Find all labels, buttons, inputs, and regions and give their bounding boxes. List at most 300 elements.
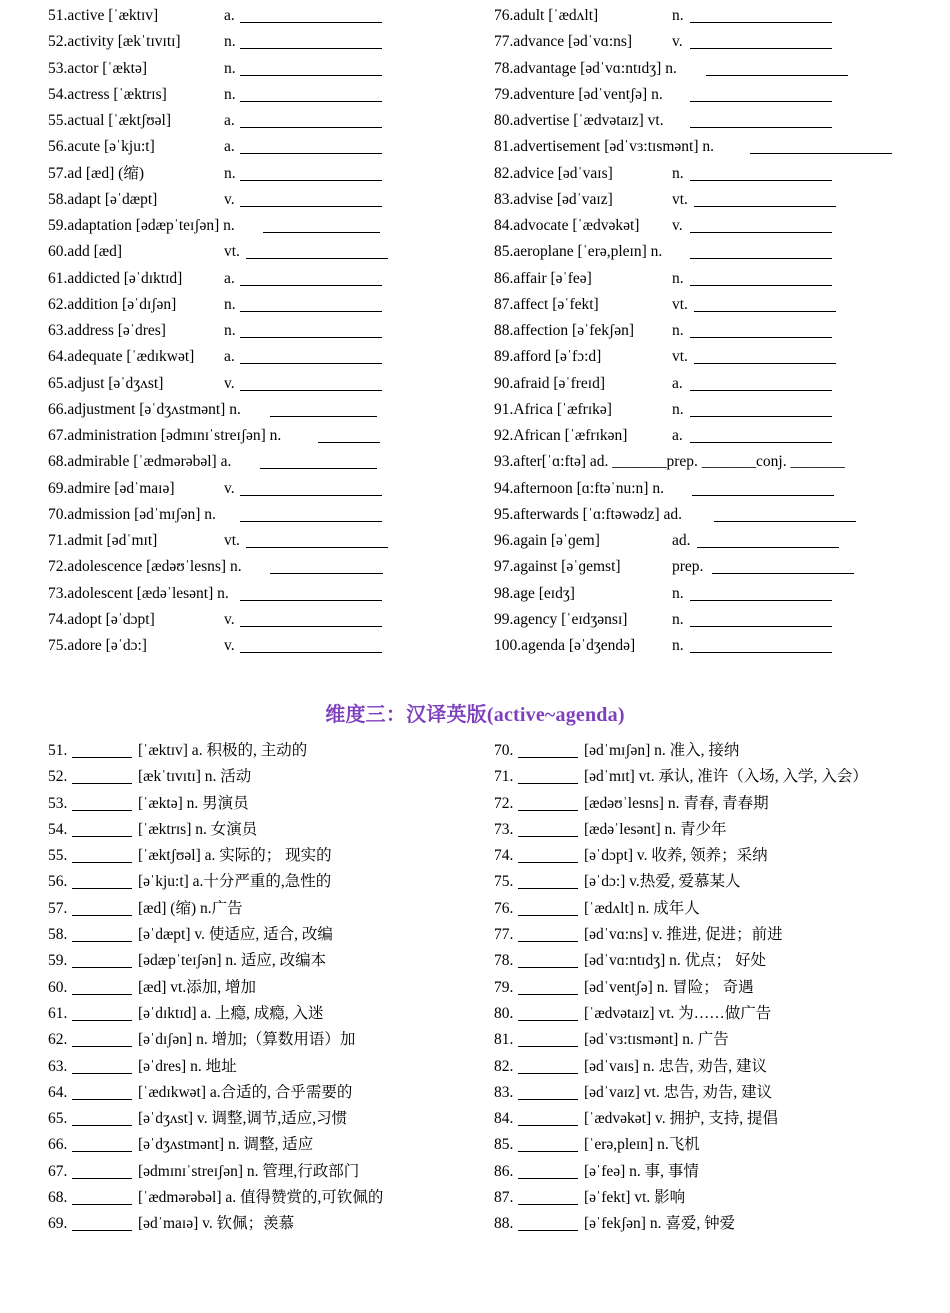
vocab-row xyxy=(494,239,934,265)
vocab-row xyxy=(494,449,934,475)
answer-blank[interactable] xyxy=(240,101,382,102)
answer-blank[interactable] xyxy=(72,794,132,811)
answer-blank[interactable] xyxy=(72,846,132,863)
definition-row xyxy=(48,948,488,974)
part-of-speech: n. xyxy=(672,584,684,602)
definition-row xyxy=(48,1185,488,1211)
vocab-word: 100.agenda [əˈdʒendə] xyxy=(494,637,636,654)
item-number: 55. xyxy=(48,847,68,865)
answer-blank[interactable] xyxy=(518,794,578,811)
answer-blank[interactable] xyxy=(690,258,832,259)
answer-blank[interactable] xyxy=(692,495,834,496)
answer-blank[interactable] xyxy=(690,180,832,181)
vocab-row xyxy=(48,528,468,554)
answer-blank[interactable] xyxy=(240,626,382,627)
definition-row xyxy=(48,1054,488,1080)
part-of-speech: vt. xyxy=(224,532,240,549)
vocab-word: 57.ad [æd] (缩) xyxy=(48,164,144,182)
vocab-word: 95.afterwards [ˈɑ:ftəwədz] ad. xyxy=(494,505,682,523)
part-of-speech: a. xyxy=(672,374,683,392)
item-number: 60. xyxy=(48,978,68,996)
vocab-word: 84.advocate [ˈædvəkət] xyxy=(494,217,640,234)
vocab-word: 61.addicted [əˈdɪktɪd] xyxy=(48,269,183,287)
definition-row xyxy=(494,1159,944,1185)
answer-blank[interactable] xyxy=(240,285,382,286)
answer-blank[interactable] xyxy=(690,22,832,23)
answer-blank[interactable] xyxy=(690,390,832,391)
answer-blank[interactable] xyxy=(697,547,839,548)
answer-blank[interactable] xyxy=(240,48,382,49)
vocab-word: 54.actress [ˈæktrɪs] xyxy=(48,85,167,103)
definition-text: [ədˈvɑ:ns] v. 推进, 促进；前进 xyxy=(584,926,783,944)
answer-blank[interactable] xyxy=(240,180,382,181)
definition-text: [ædəˈlesənt] n. 青少年 xyxy=(584,820,727,838)
vocab-word: 68.admirable [ˈædmərəbəl] a. xyxy=(48,453,232,471)
answer-blank[interactable] xyxy=(72,1004,132,1021)
item-number: 58. xyxy=(48,926,68,944)
vocab-row xyxy=(494,397,934,423)
vocab-row xyxy=(494,607,934,633)
vocab-word: 98.age [eɪdʒ] xyxy=(494,584,575,602)
vocab-row xyxy=(494,108,934,134)
part-of-speech: n. xyxy=(224,164,236,182)
definition-row xyxy=(48,764,488,790)
definition-row xyxy=(494,975,944,1001)
part-of-speech: vt. xyxy=(672,348,688,366)
vocab-word: 94.afternoon [ɑ:ftəˈnu:n] n. xyxy=(494,479,664,497)
part-of-speech: n. xyxy=(672,269,684,287)
vocab-word: 81.advertisement [ədˈvɜ:tɪsmənt] n. xyxy=(494,138,715,156)
item-number: 82. xyxy=(494,1057,514,1075)
part-of-speech: n. xyxy=(672,610,684,628)
vocab-row xyxy=(48,108,468,134)
item-number: 77. xyxy=(494,926,514,944)
answer-blank[interactable] xyxy=(690,101,832,102)
answer-blank[interactable] xyxy=(240,390,382,391)
definition-row xyxy=(48,975,488,1001)
item-number: 66. xyxy=(48,1136,68,1154)
answer-blank[interactable] xyxy=(72,1162,132,1179)
answer-blank[interactable] xyxy=(240,22,382,23)
answer-blank[interactable] xyxy=(72,1188,132,1205)
vocab-row xyxy=(494,134,934,160)
answer-blank[interactable] xyxy=(714,521,856,522)
part-of-speech: n. xyxy=(672,322,684,339)
part-of-speech: a. xyxy=(224,112,235,129)
definition-row xyxy=(48,922,488,948)
answer-blank[interactable] xyxy=(318,442,380,443)
definition-row xyxy=(494,1211,944,1237)
answer-blank[interactable] xyxy=(72,1135,132,1152)
answer-blank[interactable] xyxy=(72,951,132,968)
answer-blank[interactable] xyxy=(694,311,836,312)
item-number: 57. xyxy=(48,899,68,917)
definition-text: [ækˈtɪvɪtɪ] n. 活动 xyxy=(138,768,252,786)
definition-row xyxy=(48,843,488,869)
vocab-word: 87.affect [əˈfekt] xyxy=(494,295,599,313)
vocab-word: 70.admission [ədˈmɪʃən] n. xyxy=(48,505,216,523)
definition-row xyxy=(48,869,488,895)
item-number: 51. xyxy=(48,742,68,759)
answer-blank[interactable] xyxy=(246,547,388,548)
vocab-row xyxy=(494,423,934,449)
part-of-speech: a. xyxy=(672,427,683,444)
vocab-row xyxy=(494,318,934,344)
part-of-speech: prep. xyxy=(672,558,704,576)
vocab-row xyxy=(494,29,934,55)
answer-blank[interactable] xyxy=(240,311,382,312)
vocab-word: 59.adaptation [ədæpˈteɪʃən] n. xyxy=(48,217,235,234)
definition-row xyxy=(494,764,944,790)
vocab-word: 58.adapt [əˈdæpt] xyxy=(48,190,158,208)
item-number: 53. xyxy=(48,794,68,812)
vocab-word: 77.advance [ədˈvɑ:ns] xyxy=(494,33,633,51)
answer-blank[interactable] xyxy=(240,495,382,496)
answer-blank[interactable] xyxy=(240,127,382,128)
vocab-word: 56.acute [əˈkju:t] xyxy=(48,138,155,156)
definition-row xyxy=(494,869,944,895)
answer-blank[interactable] xyxy=(690,48,832,49)
answer-blank[interactable] xyxy=(240,363,382,364)
vocab-row xyxy=(48,318,468,344)
definition-text: [ˈædmərəbəl] a. 值得赞赏的,可钦佩的 xyxy=(138,1189,384,1207)
part-of-speech: v. xyxy=(224,610,235,628)
vocab-word: 51.active [ˈæktɪv] xyxy=(48,7,159,24)
definition-row xyxy=(494,1106,944,1132)
answer-blank[interactable] xyxy=(518,951,578,968)
answer-blank[interactable] xyxy=(72,1057,132,1074)
part-of-speech: a. xyxy=(224,138,235,156)
answer-blank[interactable] xyxy=(72,899,132,916)
vocab-word: 76.adult [ˈædʌlt] xyxy=(494,7,599,24)
definition-text: [ədæpˈteɪʃən] n. 适应, 改编本 xyxy=(138,952,327,970)
vocab-row xyxy=(48,29,468,55)
vocab-word: 83.advise [ədˈvaɪz] xyxy=(494,190,613,208)
definition-row xyxy=(48,817,488,843)
vocab-row xyxy=(48,134,468,160)
item-number: 59. xyxy=(48,952,68,970)
vocab-row xyxy=(494,344,934,370)
vocab-row xyxy=(48,607,468,633)
answer-blank[interactable] xyxy=(72,978,132,995)
vocab-row xyxy=(494,581,934,607)
definition-row xyxy=(48,1106,488,1132)
answer-blank[interactable] xyxy=(690,127,832,128)
answer-blank[interactable] xyxy=(518,899,578,916)
part-of-speech: vt. xyxy=(224,243,240,261)
vocab-word: 93.after[ˈɑ:ftə] ad. _______prep. _______conj. _______ xyxy=(494,453,845,471)
part-of-speech: n. xyxy=(672,637,684,654)
answer-blank[interactable] xyxy=(72,1030,132,1047)
vocab-word: 53.actor [ˈæktə] xyxy=(48,59,147,77)
answer-blank[interactable] xyxy=(518,1004,578,1021)
definition-row xyxy=(494,922,944,948)
definition-text: [ədˈventʃə] n. 冒险； 奇遇 xyxy=(584,978,754,996)
definition-text: [əˈdʒʌstmənt] n. 调整, 适应 xyxy=(138,1136,314,1154)
definition-text: [ədˈvɑ:ntɪdʒ] n. 优点； 好处 xyxy=(584,952,767,970)
vocab-row xyxy=(48,3,468,29)
answer-blank[interactable] xyxy=(690,600,832,601)
definition-row xyxy=(494,1185,944,1211)
vocab-row xyxy=(48,266,468,292)
vocab-word: 66.adjustment [əˈdʒʌstmənt] n. xyxy=(48,400,241,418)
definition-row xyxy=(48,1132,488,1158)
definition-text: [æd] (缩) n.广告 xyxy=(138,899,243,917)
answer-blank[interactable] xyxy=(518,846,578,863)
definition-text: [əˈfekʃən] n. 喜爱, 钟爱 xyxy=(584,1215,736,1233)
answer-blank[interactable] xyxy=(518,1030,578,1047)
vocab-row xyxy=(48,292,468,318)
part-of-speech: n. xyxy=(672,7,684,24)
definition-text: [ˈædʌlt] n. 成年人 xyxy=(584,899,700,917)
vocab-word: 88.affection [əˈfekʃən] xyxy=(494,322,634,339)
vocab-row xyxy=(494,554,934,580)
part-of-speech: n. xyxy=(224,33,236,51)
item-number: 76. xyxy=(494,899,514,917)
vocab-row xyxy=(494,3,934,29)
definition-text: [ˈerə,pleɪn] n.飞机 xyxy=(584,1136,700,1154)
part-of-speech: v. xyxy=(672,33,683,51)
answer-blank[interactable] xyxy=(240,652,382,653)
item-number: 78. xyxy=(494,952,514,970)
vocab-row xyxy=(48,56,468,82)
item-number: 52. xyxy=(48,768,68,786)
definition-text: [əˈdʒʌst] v. 调整,调节,适应,习惯 xyxy=(138,1110,348,1128)
vocab-word: 71.admit [ədˈmɪt] xyxy=(48,532,158,549)
item-number: 68. xyxy=(48,1189,68,1207)
definition-row xyxy=(48,738,488,764)
part-of-speech: n. xyxy=(224,295,236,313)
definition-row xyxy=(48,1027,488,1053)
part-of-speech: n. xyxy=(224,59,236,77)
item-number: 88. xyxy=(494,1215,514,1233)
answer-blank[interactable] xyxy=(72,1214,132,1231)
definition-text: [əˈkju:t] a.十分严重的,急性的 xyxy=(138,873,332,891)
definition-list-right xyxy=(494,738,944,1238)
vocab-word: 72.adolescence [ædəʊˈlesns] n. xyxy=(48,558,242,576)
item-number: 81. xyxy=(494,1031,514,1049)
definition-text: [ˈædvətaɪz] vt. 为……做广告 xyxy=(584,1004,772,1022)
definition-row xyxy=(48,1159,488,1185)
answer-blank[interactable] xyxy=(694,363,836,364)
vocab-word: 89.afford [əˈfɔ:d] xyxy=(494,348,602,366)
answer-blank[interactable] xyxy=(246,258,388,259)
vocab-row xyxy=(48,581,468,607)
item-number: 86. xyxy=(494,1162,514,1180)
answer-blank[interactable] xyxy=(518,1057,578,1074)
vocab-word: 60.add [æd] xyxy=(48,243,123,261)
definition-row xyxy=(494,1132,944,1158)
definition-row xyxy=(494,817,944,843)
part-of-speech: v. xyxy=(224,637,235,654)
answer-blank[interactable] xyxy=(72,872,132,889)
answer-blank[interactable] xyxy=(690,442,832,443)
item-number: 70. xyxy=(494,742,514,759)
definition-row xyxy=(48,1080,488,1106)
part-of-speech: a. xyxy=(224,7,235,24)
item-number: 65. xyxy=(48,1110,68,1128)
answer-blank[interactable] xyxy=(240,337,382,338)
part-of-speech: vt. xyxy=(672,190,688,208)
definition-text: [ˈæktɪv] a. 积极的, 主动的 xyxy=(138,742,308,759)
answer-blank[interactable] xyxy=(518,1162,578,1179)
part-of-speech: a. xyxy=(224,348,235,366)
definition-text: [əˈdɪktɪd] a. 上瘾, 成瘾, 入迷 xyxy=(138,1004,324,1022)
vocab-word: 75.adore [əˈdɔ:] xyxy=(48,637,147,654)
vocab-word: 80.advertise [ˈædvətaɪz] vt. xyxy=(494,112,664,129)
item-number: 85. xyxy=(494,1136,514,1154)
item-number: 61. xyxy=(48,1004,68,1022)
vocab-row xyxy=(48,371,468,397)
vocab-row xyxy=(494,161,934,187)
answer-blank[interactable] xyxy=(518,820,578,837)
answer-blank[interactable] xyxy=(518,1135,578,1152)
definition-text: [ədˈmaɪə] v. 钦佩；羡慕 xyxy=(138,1215,295,1233)
answer-blank[interactable] xyxy=(690,232,832,233)
item-number: 73. xyxy=(494,820,514,838)
definition-text: [ædəʊˈlesns] n. 青春, 青春期 xyxy=(584,794,769,812)
item-number: 56. xyxy=(48,873,68,891)
definition-row xyxy=(48,1001,488,1027)
vocab-word: 82.advice [ədˈvaɪs] xyxy=(494,164,613,182)
item-number: 63. xyxy=(48,1057,68,1075)
item-number: 54. xyxy=(48,820,68,838)
word-list-right xyxy=(494,3,934,659)
definition-row xyxy=(494,1054,944,1080)
vocab-row xyxy=(48,344,468,370)
answer-blank[interactable] xyxy=(240,521,382,522)
answer-blank[interactable] xyxy=(518,872,578,889)
item-number: 72. xyxy=(494,794,514,812)
answer-blank[interactable] xyxy=(518,741,578,758)
vocab-row xyxy=(48,633,468,659)
vocab-word: 92.African [ˈæfrɪkən] xyxy=(494,427,628,444)
vocab-row xyxy=(48,502,468,528)
part-of-speech: vt. xyxy=(672,295,688,313)
vocab-row xyxy=(494,56,934,82)
item-number: 69. xyxy=(48,1215,68,1233)
part-of-speech: v. xyxy=(224,374,235,392)
vocab-word: 63.address [əˈdres] xyxy=(48,322,166,339)
vocab-word: 99.agency [ˈeɪdʒənsɪ] xyxy=(494,610,628,628)
definition-text: [ədˈmɪt] vt. 承认, 准许（入场, 入学, 入会） xyxy=(584,768,868,786)
definition-list-left xyxy=(48,738,488,1238)
answer-blank[interactable] xyxy=(240,75,382,76)
vocab-row xyxy=(48,239,468,265)
answer-blank[interactable] xyxy=(240,153,382,154)
answer-blank[interactable] xyxy=(518,978,578,995)
item-number: 74. xyxy=(494,847,514,865)
definition-text: [ədˈvaɪz] vt. 忠告, 劝告, 建议 xyxy=(584,1083,773,1101)
vocab-word: 86.affair [əˈfeə] xyxy=(494,269,592,287)
answer-blank[interactable] xyxy=(518,925,578,942)
answer-blank[interactable] xyxy=(750,153,892,154)
definition-row xyxy=(494,1080,944,1106)
definition-row xyxy=(494,1001,944,1027)
definition-text: [ədˈvaɪs] n. 忠告, 劝告, 建议 xyxy=(584,1057,767,1075)
definition-text: [ˈædɪkwət] a.合适的, 合乎需要的 xyxy=(138,1083,353,1101)
vocab-row xyxy=(48,187,468,213)
item-number: 71. xyxy=(494,768,514,786)
answer-blank[interactable] xyxy=(270,416,377,417)
definition-text: [əˈfekt] vt. 影响 xyxy=(584,1189,686,1207)
answer-blank[interactable] xyxy=(694,206,836,207)
vocab-row xyxy=(48,423,468,449)
part-of-speech: n. xyxy=(224,322,236,339)
vocab-word: 67.administration [ədmɪnɪˈstreɪʃən] n. xyxy=(48,427,282,444)
answer-blank[interactable] xyxy=(518,1188,578,1205)
definition-text: [əˈdɔpt] v. 收养, 领养；采纳 xyxy=(584,847,768,865)
answer-blank[interactable] xyxy=(72,1109,132,1126)
part-of-speech: v. xyxy=(224,479,235,497)
vocab-row xyxy=(494,528,934,554)
word-list-left xyxy=(48,3,468,659)
answer-blank[interactable] xyxy=(690,337,832,338)
definition-text: [əˈdɪʃən] n. 增加;（算数用语）加 xyxy=(138,1031,356,1049)
answer-blank[interactable] xyxy=(263,232,380,233)
answer-blank[interactable] xyxy=(260,468,377,469)
vocab-row xyxy=(494,476,934,502)
vocab-word: 97.against [əˈɡemst] xyxy=(494,558,621,576)
answer-blank[interactable] xyxy=(518,767,578,784)
answer-blank[interactable] xyxy=(72,741,132,758)
part-of-speech: n. xyxy=(672,400,684,418)
definition-row xyxy=(494,738,944,764)
vocab-row xyxy=(48,476,468,502)
answer-blank[interactable] xyxy=(270,573,383,574)
answer-blank[interactable] xyxy=(240,206,382,207)
answer-blank[interactable] xyxy=(72,1083,132,1100)
answer-blank[interactable] xyxy=(690,285,832,286)
vocab-word: 65.adjust [əˈdʒʌst] xyxy=(48,374,164,392)
answer-blank[interactable] xyxy=(240,600,382,601)
vocab-row xyxy=(494,371,934,397)
part-of-speech: ad. xyxy=(672,532,691,549)
vocab-word: 52.activity [ækˈtɪvɪtɪ] xyxy=(48,33,181,51)
definition-row xyxy=(494,948,944,974)
vocab-row xyxy=(494,82,934,108)
answer-blank[interactable] xyxy=(712,573,854,574)
answer-blank[interactable] xyxy=(518,1083,578,1100)
answer-blank[interactable] xyxy=(690,626,832,627)
answer-blank[interactable] xyxy=(690,652,832,653)
vocab-row xyxy=(48,161,468,187)
definition-text: [əˈdɔ:] v.热爱, 爱慕某人 xyxy=(584,873,741,891)
definition-text: [ədˈvɜ:tɪsmənt] n. 广告 xyxy=(584,1031,729,1049)
answer-blank[interactable] xyxy=(690,416,832,417)
vocab-word: 96.again [əˈɡem] xyxy=(494,532,600,549)
answer-blank[interactable] xyxy=(72,925,132,942)
item-number: 79. xyxy=(494,978,514,996)
part-of-speech: n. xyxy=(672,164,684,182)
definition-text: [əˈdres] n. 地址 xyxy=(138,1057,237,1075)
answer-blank[interactable] xyxy=(72,820,132,837)
vocab-row xyxy=(494,292,934,318)
definition-text: [ədˈmɪʃən] n. 准入, 接纳 xyxy=(584,742,740,759)
answer-blank[interactable] xyxy=(518,1109,578,1126)
answer-blank[interactable] xyxy=(706,75,848,76)
definition-row xyxy=(48,791,488,817)
part-of-speech: n. xyxy=(224,85,236,103)
item-number: 80. xyxy=(494,1004,514,1022)
answer-blank[interactable] xyxy=(518,1214,578,1231)
part-of-speech: a. xyxy=(224,269,235,287)
vocab-word: 74.adopt [əˈdɔpt] xyxy=(48,610,155,628)
answer-blank[interactable] xyxy=(72,767,132,784)
vocab-word: 73.adolescent [ædəˈlesənt] n. xyxy=(48,584,229,602)
vocab-row xyxy=(48,82,468,108)
definition-text: [ədmɪnɪˈstreɪʃən] n. 管理,行政部门 xyxy=(138,1162,360,1180)
